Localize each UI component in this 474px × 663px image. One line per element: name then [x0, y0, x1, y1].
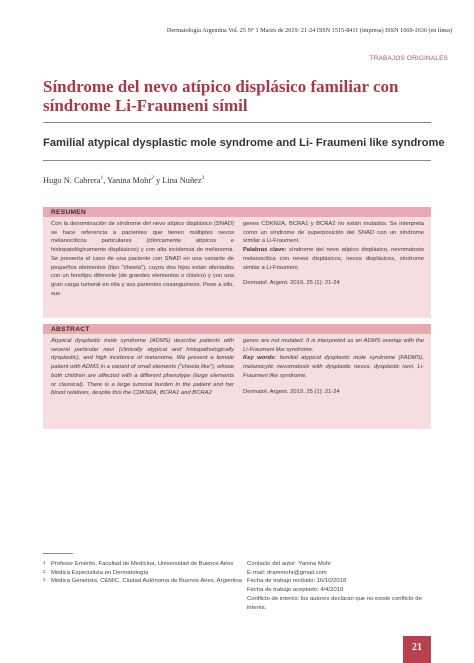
resumen-citation: Dermatol. Argent. 2019, 25 (1): 21-24: [243, 280, 340, 287]
author-affiliation-mark: 1: [100, 175, 104, 181]
article-title: Síndrome del nevo atípico displásico familiar con síndrome Li-Fraumeni símil: [43, 77, 399, 115]
author-affiliation-mark: 2: [151, 175, 154, 181]
journal-citation-line: Dermatología Argentina Vol. 25 Nº 1 Marzo de 2019: 21-24 ISSN 1515-8411 (impresa) ISSN 1669-1636 (en línea): [166, 27, 452, 34]
contact-author: Contacto del autor: Yanina Mohr: [247, 561, 332, 567]
article-subtitle: Familial atypical dysplastic mole syndrome and Li- Fraumeni like syndrome: [43, 137, 445, 149]
author-separator: y: [153, 175, 163, 185]
title-divider: [43, 122, 431, 123]
abstract-box: [43, 324, 431, 429]
keywords-text: familial atypical dysplastic mole syndrome (FADMS), melanocytic nevomatosis with dysplastic nevus, dysplastic nevi, Li-Fraumeni like syndrome.: [243, 355, 424, 379]
resumen-text-continued: genes CDKN2A, BCRA1 y BCRA2 no están mutados. Se interpreta como un síndrome de superposición del SNAD con un síndrome símilar a Li-Fraumeni.: [243, 221, 424, 245]
date-accepted: Fecha de trabajo aceptado: 4/4/2019: [247, 587, 344, 594]
resumen-heading: RESUMEN: [51, 208, 87, 216]
footnote-text: Médica Genetista, CEMIC, Ciudad Autónoma de Buenos Aires, Argentina: [51, 578, 242, 585]
abstract-header-bar: [43, 324, 431, 334]
abstract-heading: ABSTRACT: [51, 325, 90, 333]
resumen-text: Con la denominación de síndrome del nevo atípico displásico (SNAD) se hace referencia a pacientes que tienen múltiples nevos melanocíticos particulares (clínicamente atípicos e histopatológicamente displásicos) y con alta incidencia de melanoma. Se presenta el caso de una paciente con SNAD en una variante de pequeños elementos (tipo "cheeta"), cuyos dos hijos están afectados con un fenotipo diferente (de grandes elementos o clásico) y con una gran carga tumoral en ella y sus parientes cosanguíneos. Pese a ello, sus: [51, 221, 234, 297]
date-received: Fecha de trabajo recibido: 16/10/2018: [247, 578, 347, 585]
footnote-item: [43, 569, 243, 578]
footnote-mark: 2: [43, 568, 46, 574]
affiliation-footnotes: [43, 560, 243, 586]
abstract-keywords: [243, 354, 424, 380]
contact-info: [247, 560, 437, 612]
author-name: Lina Nuñez: [162, 175, 202, 185]
section-label: TRABAJOS ORIGINALES: [369, 55, 448, 62]
conflict-of-interest: Conflicto de interés: los autores declaran que no existe conflicto de interés.: [247, 595, 422, 611]
keywords-label: Key words:: [243, 355, 277, 362]
contact-email: E-mail: drammohr@gmail.com: [247, 569, 327, 576]
author-name: Hugo N. Cabrera: [43, 175, 101, 185]
abstract-column-right: [243, 337, 424, 396]
abstract-text: Atypical dysplastic mole syndrome (ADMS) describe patients with several particular nevi (clinically atypical and histopathologically dysplastic), and high incidence of melanoma. We present a female patient with ADMS in a variant of small elements ("cheeta like"), whose both children are affected with a different phenotype (large elements or classical). There is a large tumoral burden in the patient and her blood relatives, despite this the CDKN2A, BCRA1 and BCRA2: [51, 338, 234, 397]
resumen-keywords: [243, 246, 424, 272]
resumen-column-left: [51, 220, 234, 298]
footnote-mark: 3: [43, 577, 46, 583]
footnote-text: Profesor Emérito, Facultad de Medicina, Universidad de Buenos Aires: [51, 561, 234, 567]
author-separator: ,: [103, 175, 108, 185]
abstract-text-continued: genes are not mutated. It is interpreted as an ADMS overlap with the Li-Fraumeni like syndrome.: [243, 338, 424, 353]
abstract-citation: Dermatol. Argent. 2019, 25 (1): 21-24: [243, 388, 340, 395]
author-name: Yanina Mohr: [107, 175, 152, 185]
footnote-text: Médica Especialista en Dermatología: [51, 569, 149, 576]
page-number: 21: [403, 636, 431, 663]
keywords-label: Palabras clave:: [243, 247, 287, 254]
resumen-column-right: [243, 220, 424, 288]
abstract-column-left: [51, 337, 234, 398]
author-affiliation-mark: 3: [201, 175, 205, 181]
keywords-text: síndrome del nevo atípico displásico, nevomatosis melanocítica con nevos displásicos, nevos displásicos, síndrome similar a Li-Fraumeni.: [243, 247, 424, 271]
footnote-item: [43, 560, 243, 569]
subtitle-divider: [43, 160, 431, 161]
footnote-divider: [43, 553, 73, 554]
resumen-box: [43, 207, 431, 318]
footnote-item: [43, 577, 243, 586]
footnote-mark: 1: [43, 560, 46, 565]
author-list: [43, 175, 204, 185]
resumen-header-bar: [43, 207, 431, 217]
